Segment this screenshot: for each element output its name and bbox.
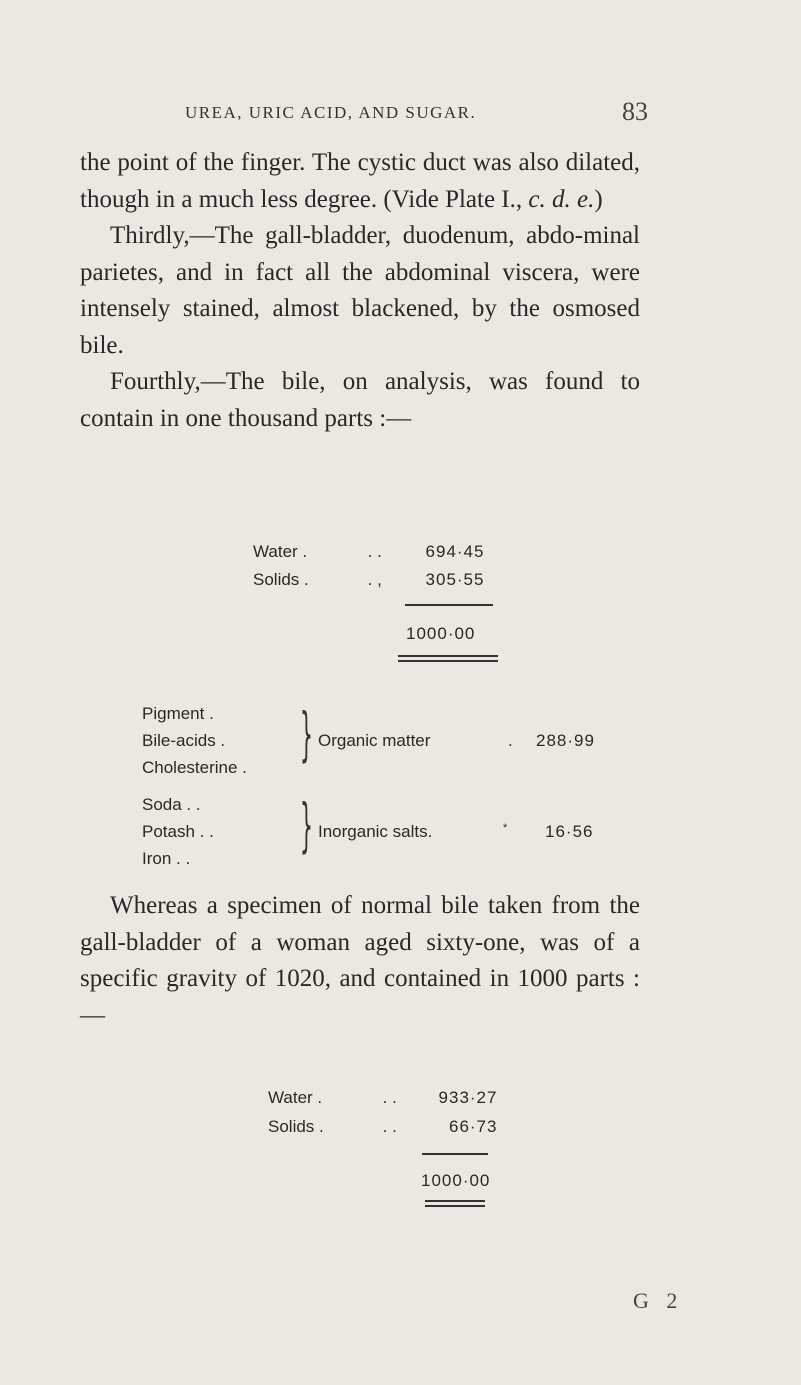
inorganic-value: 16·56 (545, 822, 594, 841)
inorganic-item: Potash . . (142, 822, 214, 841)
brace-icon: } (300, 700, 313, 768)
row-dots: . . (382, 1117, 397, 1136)
paragraph: Thirdly,—The gall-bladder, duodenum, abdo-minal parietes, and in fact all the abdominal viscera, were intensely stained, almost blackened, by the osmosed bile. (80, 222, 640, 359)
row-dots: . . (382, 1088, 397, 1107)
organic-value: 288·99 (536, 731, 595, 750)
sum-rule (405, 604, 493, 606)
inorganic-item: Soda . . (142, 795, 201, 814)
organic-item: Cholesterine . (142, 758, 247, 777)
row-value: 66·73 (448, 1117, 498, 1136)
total-double-rule (425, 1200, 485, 1202)
row-value: 933·27 (438, 1088, 498, 1107)
row-label: Solids . (253, 570, 309, 589)
row-value: 305·55 (425, 570, 485, 589)
paragraph: Whereas a specimen of normal bile taken from the gall-bladder of a woman aged sixty-one, was of a specific gravity of 1020, and contained in 1000 parts :— (80, 892, 640, 1029)
signature-mark: G 2 (633, 1288, 684, 1313)
table2-row-water (268, 1088, 497, 1108)
row-label: Water . (253, 542, 308, 561)
row-label: Water . (268, 1088, 323, 1107)
body-text (80, 145, 640, 437)
running-title: UREA, URIC ACID, AND SUGAR. (185, 103, 477, 122)
row-label: Solids . (268, 1117, 324, 1136)
table1-row-water (253, 542, 484, 562)
inorganic-dots: * (503, 822, 508, 834)
inorganic-item: Iron . . (142, 849, 191, 868)
body-text-2 (80, 888, 640, 1034)
table1-row-solids (253, 570, 484, 590)
organic-label: Organic matter (318, 731, 431, 750)
organic-dots: . (508, 731, 513, 750)
row-dots: . , (367, 570, 382, 589)
total-double-rule (425, 1205, 485, 1207)
brace-icon: } (300, 791, 313, 859)
sum-rule (422, 1153, 488, 1155)
organic-item: Pigment . (142, 704, 214, 723)
table2-row-solids (268, 1117, 497, 1137)
total-double-rule (398, 660, 498, 662)
row-value: 694·45 (425, 542, 485, 561)
table1-total: 1000·00 (406, 624, 476, 643)
total-double-rule (398, 655, 498, 657)
paragraph: the point of the finger. The cystic duct was also dilated, though in a much less degree. (Vide Plate I., c. d. e.) (80, 149, 640, 213)
page-number: 83 (622, 97, 648, 126)
row-dots: . . (367, 542, 382, 561)
inorganic-label: Inorganic salts. (318, 822, 433, 841)
table2-total: 1000·00 (421, 1171, 491, 1190)
organic-item: Bile-acids . (142, 731, 226, 750)
paragraph: Fourthly,—The bile, on analysis, was found to contain in one thousand parts :— (80, 368, 640, 432)
